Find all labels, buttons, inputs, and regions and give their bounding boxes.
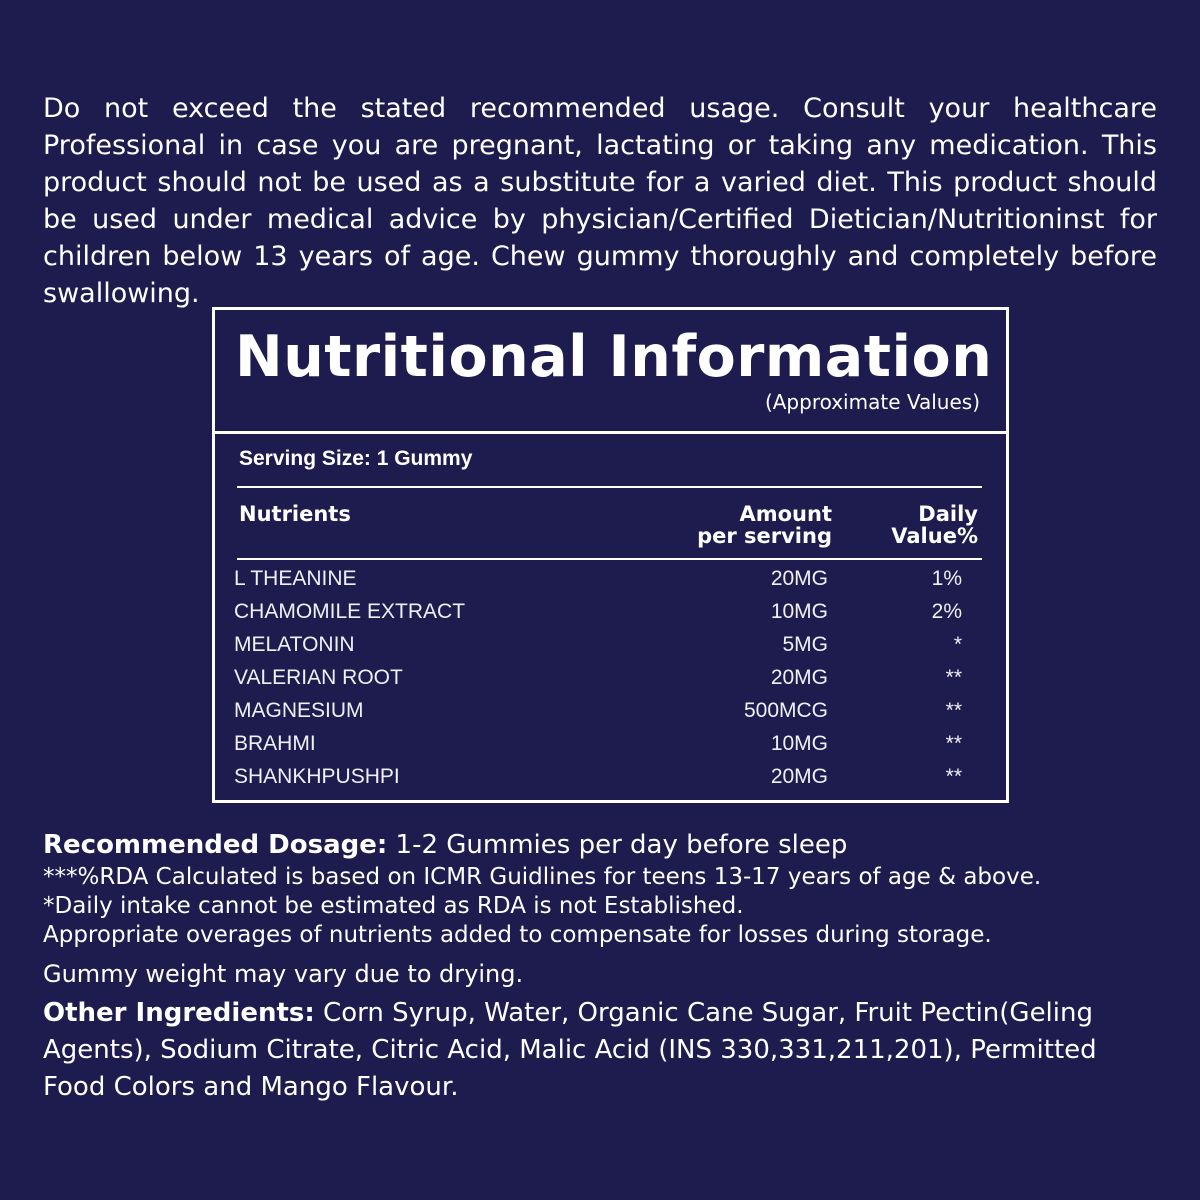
nutrient-daily-value: 2% — [931, 600, 962, 623]
nutrient-name: VALERIAN ROOT — [234, 666, 403, 689]
table-row — [215, 564, 1006, 597]
weight-note: Gummy weight may vary due to drying. — [43, 960, 524, 988]
panel-title: Nutritional Information — [235, 324, 993, 390]
recommended-dosage — [43, 827, 1163, 863]
other-ingredients — [43, 995, 1163, 1106]
nutrient-amount: 20MG — [770, 567, 828, 590]
nutrient-amount: 10MG — [770, 600, 828, 623]
nutrient-amount: 20MG — [770, 765, 828, 788]
label-notes — [43, 827, 1163, 1106]
header-daily-line2: Value% — [891, 524, 978, 548]
header-amount-line1: Amount — [739, 502, 832, 526]
nutrient-amount: 10MG — [770, 732, 828, 755]
nutrient-name: MAGNESIUM — [234, 699, 364, 722]
header-amount-line2: per serving — [697, 524, 832, 548]
nutrient-name: CHAMOMILE EXTRACT — [234, 600, 466, 623]
nutrient-daily-value: ** — [945, 699, 962, 722]
table-row — [215, 597, 1006, 630]
nutrient-daily-value: ** — [945, 666, 962, 689]
nutrient-table — [215, 564, 1006, 795]
table-row — [215, 663, 1006, 696]
header-nutrients: Nutrients — [239, 502, 351, 526]
header-rule-bottom — [237, 558, 982, 560]
other-ingredients-text: Corn Syrup, Water, Organic Cane Sugar, Fruit Pectin(Geling Agents), Sodium Citrate, Citric Acid, Malic Acid (INS 330,331,211,201), Permitted Food Colors and Mango Flavour. — [43, 998, 1097, 1102]
nutrient-name: SHANKHPUSHPI — [234, 765, 400, 788]
nutrient-daily-value: * — [953, 633, 962, 656]
nutrient-daily-value: ** — [945, 732, 962, 755]
nutrient-name: L THEANINE — [234, 567, 357, 590]
rda-note: ***%RDA Calculated is based on ICMR Guidlines for teens 13-17 years of age & above. — [43, 864, 1042, 890]
header-amount — [697, 503, 832, 547]
serving-size: Serving Size: 1 Gummy — [239, 447, 473, 470]
nutrient-amount: 5MG — [782, 633, 828, 656]
nutrition-panel — [212, 307, 1009, 803]
panel-divider — [215, 431, 1006, 434]
overages-note: Appropriate overages of nutrients added to compensate for losses during storage. — [43, 922, 992, 948]
table-row — [215, 762, 1006, 795]
nutrient-daily-value: ** — [945, 765, 962, 788]
panel-subtitle: (Approximate Values) — [764, 390, 980, 414]
nutrient-daily-value: 1% — [931, 567, 962, 590]
daily-intake-note: *Daily intake cannot be estimated as RDA is not Established. — [43, 893, 744, 919]
dosage-text: 1-2 Gummies per day before sleep — [387, 830, 848, 860]
table-row — [215, 696, 1006, 729]
nutrient-name: BRAHMI — [234, 732, 316, 755]
header-daily-value — [891, 503, 978, 547]
nutrient-name: MELATONIN — [234, 633, 355, 656]
nutrient-amount: 500MCG — [743, 699, 828, 722]
header-daily-line1: Daily — [918, 502, 978, 526]
table-row — [215, 630, 1006, 663]
other-ingredients-label: Other Ingredients: — [43, 998, 315, 1028]
header-rule-top — [237, 486, 982, 488]
usage-warning: Do not exceed the stated recommended usage. Consult your healthcare Professional in case you are pregnant, lactating or taking any medication. This product should not be used as a substitute for a varied diet. This product should be used under medical advice by physician/Certified Dietician/Nutritioninst for children below 13 years of age. Chew gummy thoroughly and completely before swallowing. — [43, 93, 1157, 309]
table-row — [215, 729, 1006, 762]
dosage-label: Recommended Dosage: — [43, 830, 388, 860]
nutrient-amount: 20MG — [770, 666, 828, 689]
